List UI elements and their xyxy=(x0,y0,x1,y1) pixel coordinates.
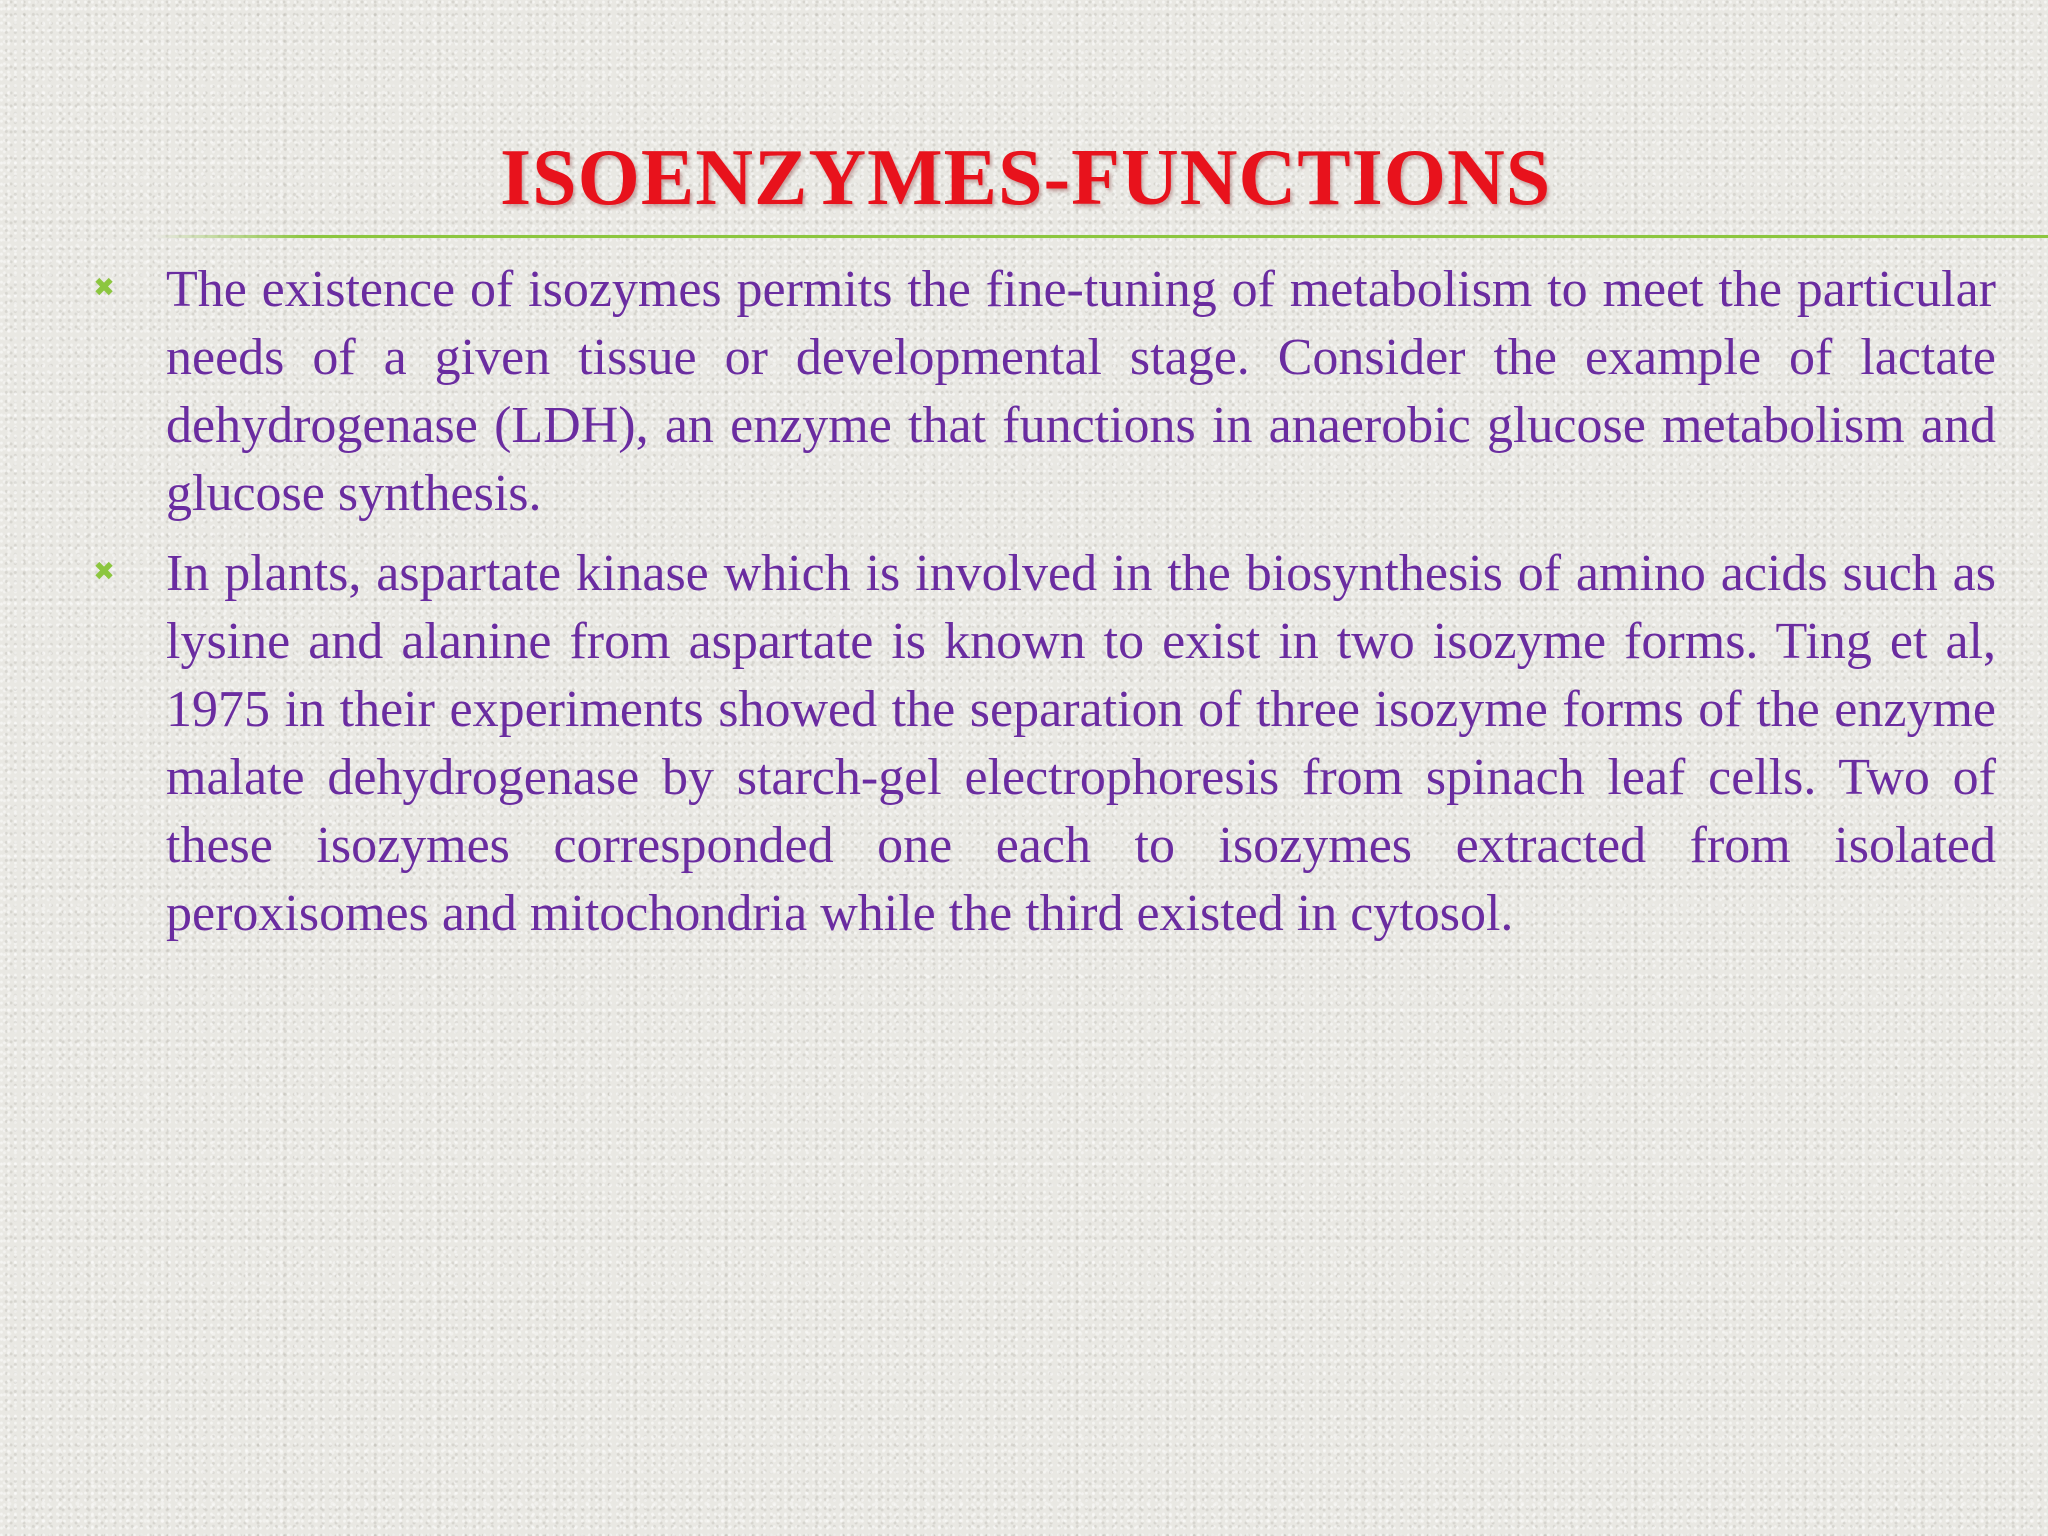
cross-x-icon: ✖ xyxy=(93,557,115,587)
bullet-text: The existence of isozymes permits the fine-tuning of metabolism to meet the particular needs of a given tissue or developmental stage. Consider the example of lactate dehydrogenase (LDH), an enzyme that functions in anaerobic glucose metabolism and glucose synthesis. xyxy=(166,261,1996,522)
bullet-text: In plants, aspartate kinase which is involved in the biosynthesis of amino acids such as lysine and alanine from aspartate is known to exist in two isozyme forms. Ting et al, 1975 in their experiments showed the separation of three isozyme forms of the enzyme malate dehydrogenase by starch-gel electrophoresis from spinach leaf cells. Two of these isozymes corresponded one each to isozymes extracted from isolated peroxisomes and mitochondria while the third existed in cytosol. xyxy=(166,545,1996,942)
slide-content xyxy=(90,256,1996,960)
title-divider xyxy=(155,235,2048,238)
cross-x-icon: ✖ xyxy=(93,273,115,303)
slide-title: ISOENZYMES-FUNCTIONS xyxy=(500,134,1552,222)
bullet-item xyxy=(90,540,1996,948)
bullet-item xyxy=(90,256,1996,528)
